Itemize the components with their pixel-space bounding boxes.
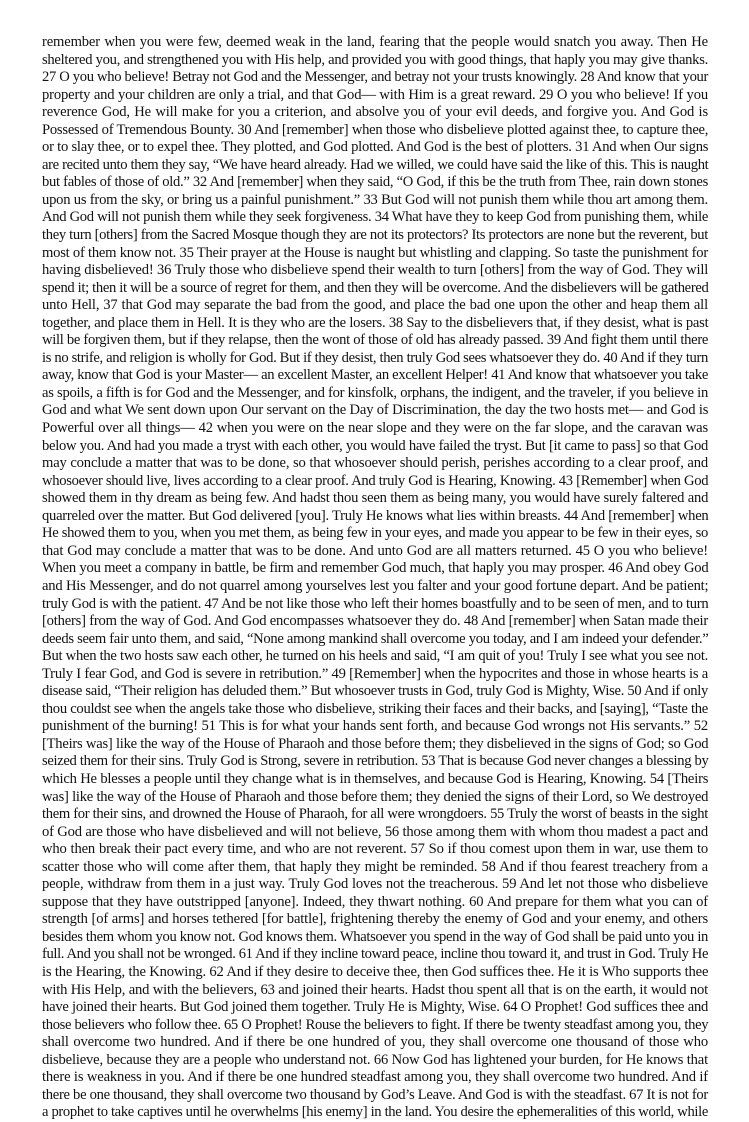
text-line: with His Help, and with the believers, 63 and joined their hearts. Hadst thou spent all that is on the earth, it would not (42, 981, 708, 998)
text-line: spend it; then it will be a source of regret for them, and then they will be overcome. And the disbelievers will be gathered (42, 279, 709, 296)
text-line: was] like the way of the House of Pharaoh and those before them; they denied the signs of their Lord, so We destroyed (42, 788, 709, 805)
text-line: quarreled over the matter. But God delivered [you]. Truly He knows what lies within breasts. 44 And [remember] when (42, 507, 709, 524)
text-line: them for their sins, and drowned the House of Pharaoh, for all were wrongdoers. 55 Truly the worst of beasts in the sight (42, 806, 708, 823)
text-line: suppose that they have outstripped [anyone]. Indeed, they thwart nothing. 60 And prepare for them what you can of (42, 893, 708, 910)
text-line: will be forgiven them, but if they relapse, then the wont of those of old has already passed. 39 And fight them until there (42, 332, 709, 349)
text-line: is no strife, and religion is wholly for God. But if they desist, then truly God sees whatsoever they do. 40 And if they turn (42, 349, 708, 366)
text-line: may conclude a matter that was to be done, so that whosoever should perish, perishes according to a clear proof, and (42, 455, 708, 472)
text-line: remember when you were few, deemed weak in the land, fearing that the people would snatch you away. Then He (42, 34, 708, 50)
text-line: shall overcome two hundred. And if there be one hundred of you, they shall overcome one thousand of those who (42, 1034, 708, 1051)
text-line: reverence God, He will make for you a criterion, and absolve you of your evil deeds, and forgive you. And God is (42, 104, 708, 121)
text-line: who then break their pact every time, and who are not reverent. 57 So if thou comest upon them in war, use them to (42, 841, 708, 858)
text-line: When you meet a company in battle, be firm and remember God much, that haply you may prosper. 46 And obey God (42, 560, 709, 577)
text-line: Possessed of Tremendous Bounty. 30 And [remember] when those who disbelieve plotted against thee, to capture thee, (42, 121, 709, 138)
text-line: below you. And had you made a tryst with each other, you would have failed the tryst. But [it came to pass] so that God (42, 437, 708, 454)
text-line: Powerful over all things— 42 when you were on the near slope and they were on the far slope, and the caravan was (42, 420, 708, 437)
text-line: property and your children are only a trial, and that God— with Him is a great reward. 29 O you who believe! If you (42, 86, 708, 103)
text-line: which He blesses a people until they change what is in themselves, and because God is Hearing, Knowing. 54 [Theirs (42, 770, 709, 787)
text-line: thou couldst see when the angels take those who disbelieve, striking their faces and their backs, and [saying], “Taste the (42, 700, 708, 717)
text-line: and His Messenger, and do not quarrel among yourselves lest you falter and your good fortune depart. And be patient; (42, 577, 709, 594)
text-line: God and what We sent down upon Our servant on the Day of Discrimination, the day the two hosts met— and God is (42, 402, 709, 419)
text-line: there be one thousand, they shall overcome two thousand by God’s Leave. And God is with the steadfast. 67 It is not for (42, 1086, 708, 1103)
text-line: And God will not punish them while they seek forgiveness. 34 What have they to keep God from punishing them, while (42, 209, 708, 226)
text-line: scatter those who will come after them, that haply they might be reminded. 58 And if thou fearest treachery from a (42, 858, 708, 875)
text-line: have joined their hearts. But God joined them together. Truly He is Mighty, Wise. 64 O Prophet! God suffices thee and (42, 999, 709, 1016)
text-line: there is weakness in you. And if there be one hundred steadfast among you, they shall overcome two hundred. And if (42, 1069, 708, 1086)
text-line: whosoever should live, lives according to a clear proof. And truly God is Hearing, Knowing. 43 [Remember] when God (42, 472, 709, 489)
document-page (42, 34, 708, 1122)
text-line: of God are those who have disbelieved and will not believe, 56 those among them with whom thou madest a pact and (42, 823, 708, 840)
text-line: that God may conclude a matter that was to be done. And unto God are all matters returned. 45 O you who believe! (42, 542, 708, 559)
text-line: [others] from the way of God. And God encompasses whatsoever they do. 48 And [remember] when Satan made their (42, 613, 708, 630)
text-line: disbelieve, because they are a people who understand not. 66 Now God has lightened your burden, for He knows that (42, 1051, 708, 1068)
text-line: people, withdraw from them in a just way. Truly God loves not the treacherous. 59 And let not those who disbelieve (42, 876, 708, 893)
text-line: are recited unto them they say, “We have heard already. Had we willed, we could have said the like of this. This is naught (42, 156, 709, 173)
text-line: away, know that God is your Master— an excellent Master, an excellent Helper! 41 And know that whatsoever you take (42, 367, 708, 384)
text-line: sheltered you, and strengthened you with His help, and provided you with good things, that haply you may give thanks. (42, 51, 708, 68)
text-line: seized them for their sins. Truly God is Strong, severe in retribution. 53 That is because God never changes a blessing by (42, 753, 709, 770)
text-line: together, and place them in Hell. It is they who are the losers. 38 Say to the disbelievers that, if they desist, what is past (42, 314, 709, 331)
text-line: unto Hell, 37 that God may separate the bad from the good, and place the bad one upon the other and heap them all (42, 297, 708, 314)
text-line: 27 O you who believe! Betray not God and the Messenger, and betray not your trusts knowingly. 28 And know that your (42, 69, 709, 86)
text-line: strength [of arms] and horses tethered [for battle], frightening thereby the enemy of God and your enemy, and others (42, 911, 708, 928)
text-line: Truly I fear God, and God is severe in retribution.” 49 [Remember] when the hypocrites and those in whose hearts is a (42, 665, 708, 682)
text-line: But when the two hosts saw each other, he turned on his heels and said, “I am quit of you! Truly I see what you see not. (42, 648, 708, 665)
text-line: they turn [others] from the Sacred Mosque though they are not its protectors? Its protectors are none but the reverent, but (42, 227, 708, 244)
text-line: or to slay thee, or to expel thee. They plotted, and God plotted. And God is the best of plotters. 31 And when Our signs (42, 139, 709, 156)
text-line: punishment of the burning! 51 This is for what your hands sent forth, and because God wrongs not His servants.” 52 (42, 718, 708, 735)
text-line: showed them in thy dream as being few. And hadst thou seen them as being many, you would have surely faltered and (42, 490, 709, 507)
text-line: upon us from the sky, or bring us a painful punishment.” 33 But God will not punish them while thou art among them. (42, 191, 708, 208)
text-line: [Theirs was] like the way of the House of Pharaoh and those before them; they disbelieved in the signs of God; so God (42, 735, 709, 752)
text-line: besides them whom you know not. God knows them. Whatsoever you spend in the way of God shall be paid unto you in (42, 928, 708, 945)
text-line: full. And you shall not be wronged. 61 And if they incline toward peace, incline thou toward it, and trust in God. Truly He (42, 946, 709, 963)
text-line: deeds seem fair unto them, and said, “None among mankind shall overcome you today, and I am indeed your defender.” (42, 630, 709, 647)
text-line: truly God is with the patient. 47 And be not like those who left their homes boastfully and to be seen of men, and to turn (42, 595, 709, 612)
text-line: disease said, “Their religion has deluded them.” But whosoever trusts in God, truly God is Mighty, Wise. 50 And if only (42, 683, 708, 700)
text-line: but fables of those of old.” 32 And [remember] when they said, “O God, if this be the truth from Thee, rain down stones (42, 174, 708, 191)
text-line: those believers who follow thee. 65 O Prophet! Rouse the believers to fight. If there be twenty steadfast among you, they (42, 1016, 709, 1033)
text-line: is the Hearing, the Knowing. 62 And if they desire to deceive thee, then God suffices thee. He it is Who supports thee (42, 963, 709, 980)
text-line: He showed them to you, when you met them, as being few in your eyes, and made you appear to be few in their eyes, so (42, 525, 708, 542)
text-line: a prophet to take captives until he overwhelms [his enemy] in the land. You desire the ephemeralities of this world, while (42, 1104, 708, 1121)
text-line: most of them know not. 35 Their prayer at the House is naught but whistling and clapping. So taste the punishment for (42, 244, 708, 261)
text-line: as spoils, a fifth is for God and the Messenger, and for kinsfolk, orphans, the indigent, and the traveler, if you believe in (42, 384, 708, 401)
text-line: having disbelieved! 36 Truly those who disbelieve spend their wealth to turn [others] from the way of God. They will (42, 262, 709, 279)
